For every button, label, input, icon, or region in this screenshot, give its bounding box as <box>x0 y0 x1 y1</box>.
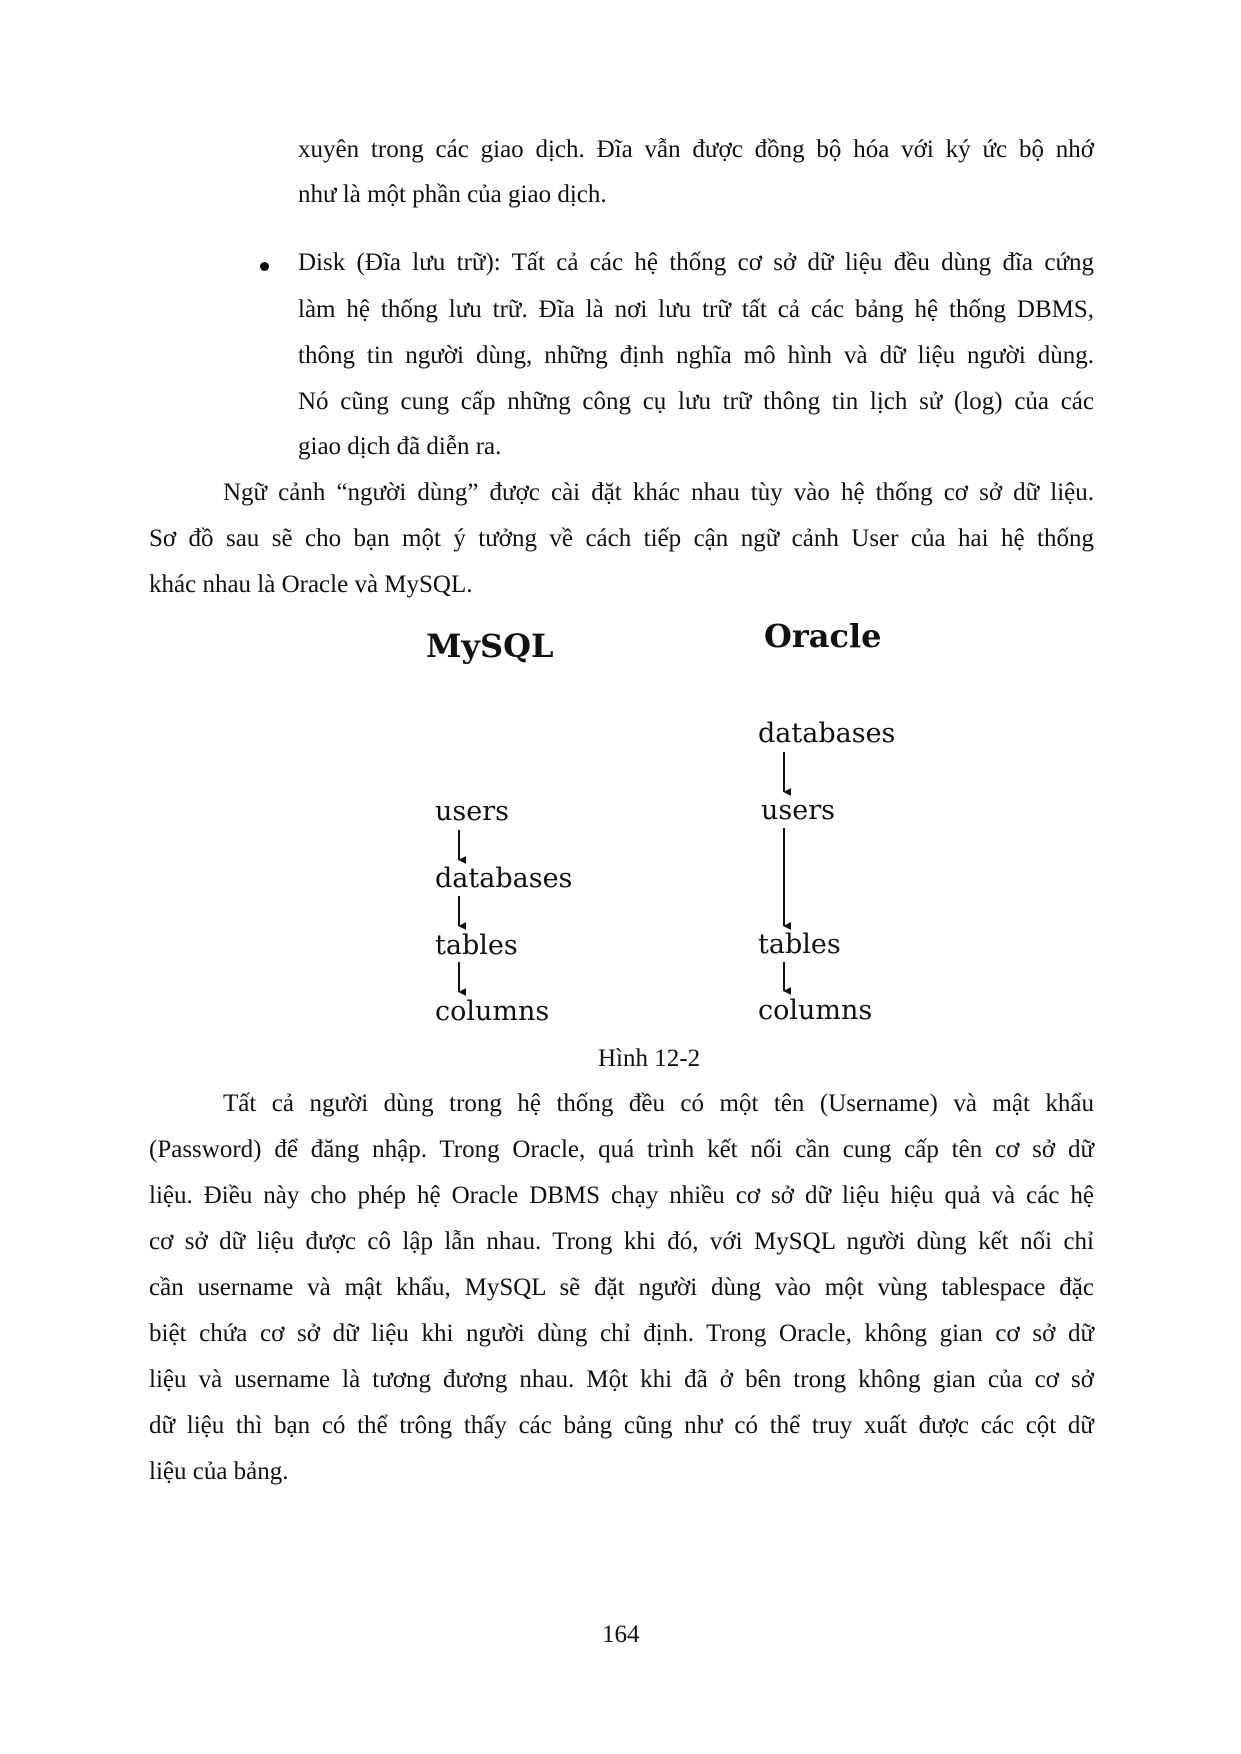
oracle-level-tables: tables <box>758 929 841 960</box>
text-line: thông tin người dùng, những định nghĩa mô hình và dữ liệu người dùng. <box>298 342 1094 369</box>
oracle-title: Oracle <box>764 617 882 655</box>
text-line: liệu của bảng. <box>149 1458 289 1485</box>
mysql-title: MySQL <box>426 627 554 665</box>
text-line: giao dịch đã diễn ra. <box>298 433 502 460</box>
text-line: biệt chứa cơ sở dữ liệu khi người dùng chỉ định. Trong Oracle, không gian cơ sở dữ <box>149 1320 1094 1347</box>
text-line: liệu và username là tương đương nhau. Một khi đã ở bên trong không gian của cơ sở <box>149 1366 1094 1393</box>
text-line: Nó cũng cung cấp những công cụ lưu trữ thông tin lịch sử (log) của các <box>298 388 1094 415</box>
text-line: Ngữ cảnh “người dùng” được cài đặt khác nhau tùy vào hệ thống cơ sở dữ liệu. <box>223 479 1094 506</box>
text-line: liệu. Điều này cho phép hệ Oracle DBMS chạy nhiều cơ sở dữ liệu hiệu quả và các hệ <box>149 1182 1094 1209</box>
text-line: làm hệ thống lưu trữ. Đĩa là nơi lưu trữ tất cả các bảng hệ thống DBMS, <box>298 296 1094 323</box>
mysql-level-databases: databases <box>435 863 573 894</box>
text-line: cần username và mật khẩu, MySQL sẽ đặt người dùng vào một vùng tablespace đặc <box>149 1274 1094 1301</box>
text-line: xuyên trong các giao dịch. Đĩa vẫn được đồng bộ hóa với ký ức bộ nhớ <box>298 136 1094 163</box>
text-line: dữ liệu thì bạn có thể trông thấy các bảng cũng như có thể truy xuất được các cột dữ <box>149 1412 1094 1439</box>
figure-caption: Hình 12-2 <box>598 1045 701 1072</box>
oracle-level-columns: columns <box>758 995 873 1026</box>
text-line: Disk (Đĩa lưu trữ): Tất cả các hệ thống cơ sở dữ liệu đều dùng đĩa cứng <box>298 249 1094 276</box>
text-line: Tất cả người dùng trong hệ thống đều có một tên (Username) và mật khẩu <box>223 1090 1094 1117</box>
page-number: 164 <box>602 1621 640 1648</box>
mysql-level-columns: columns <box>435 996 550 1027</box>
text-line: cơ sở dữ liệu được cô lập lẫn nhau. Trong khi đó, với MySQL người dùng kết nối chỉ <box>149 1228 1094 1255</box>
text-line: Sơ đồ sau sẽ cho bạn một ý tưởng về cách tiếp cận ngữ cảnh User của hai hệ thống <box>149 525 1094 552</box>
oracle-level-databases: databases <box>758 718 896 749</box>
text-line: (Password) để đăng nhập. Trong Oracle, quá trình kết nối cần cung cấp tên cơ sở dữ <box>149 1136 1094 1163</box>
text-line: khác nhau là Oracle và MySQL. <box>149 571 473 598</box>
mysql-level-users: users <box>435 796 509 827</box>
mysql-level-tables: tables <box>435 930 518 961</box>
oracle-level-users: users <box>761 795 835 826</box>
text-line: như là một phần của giao dịch. <box>298 181 607 208</box>
